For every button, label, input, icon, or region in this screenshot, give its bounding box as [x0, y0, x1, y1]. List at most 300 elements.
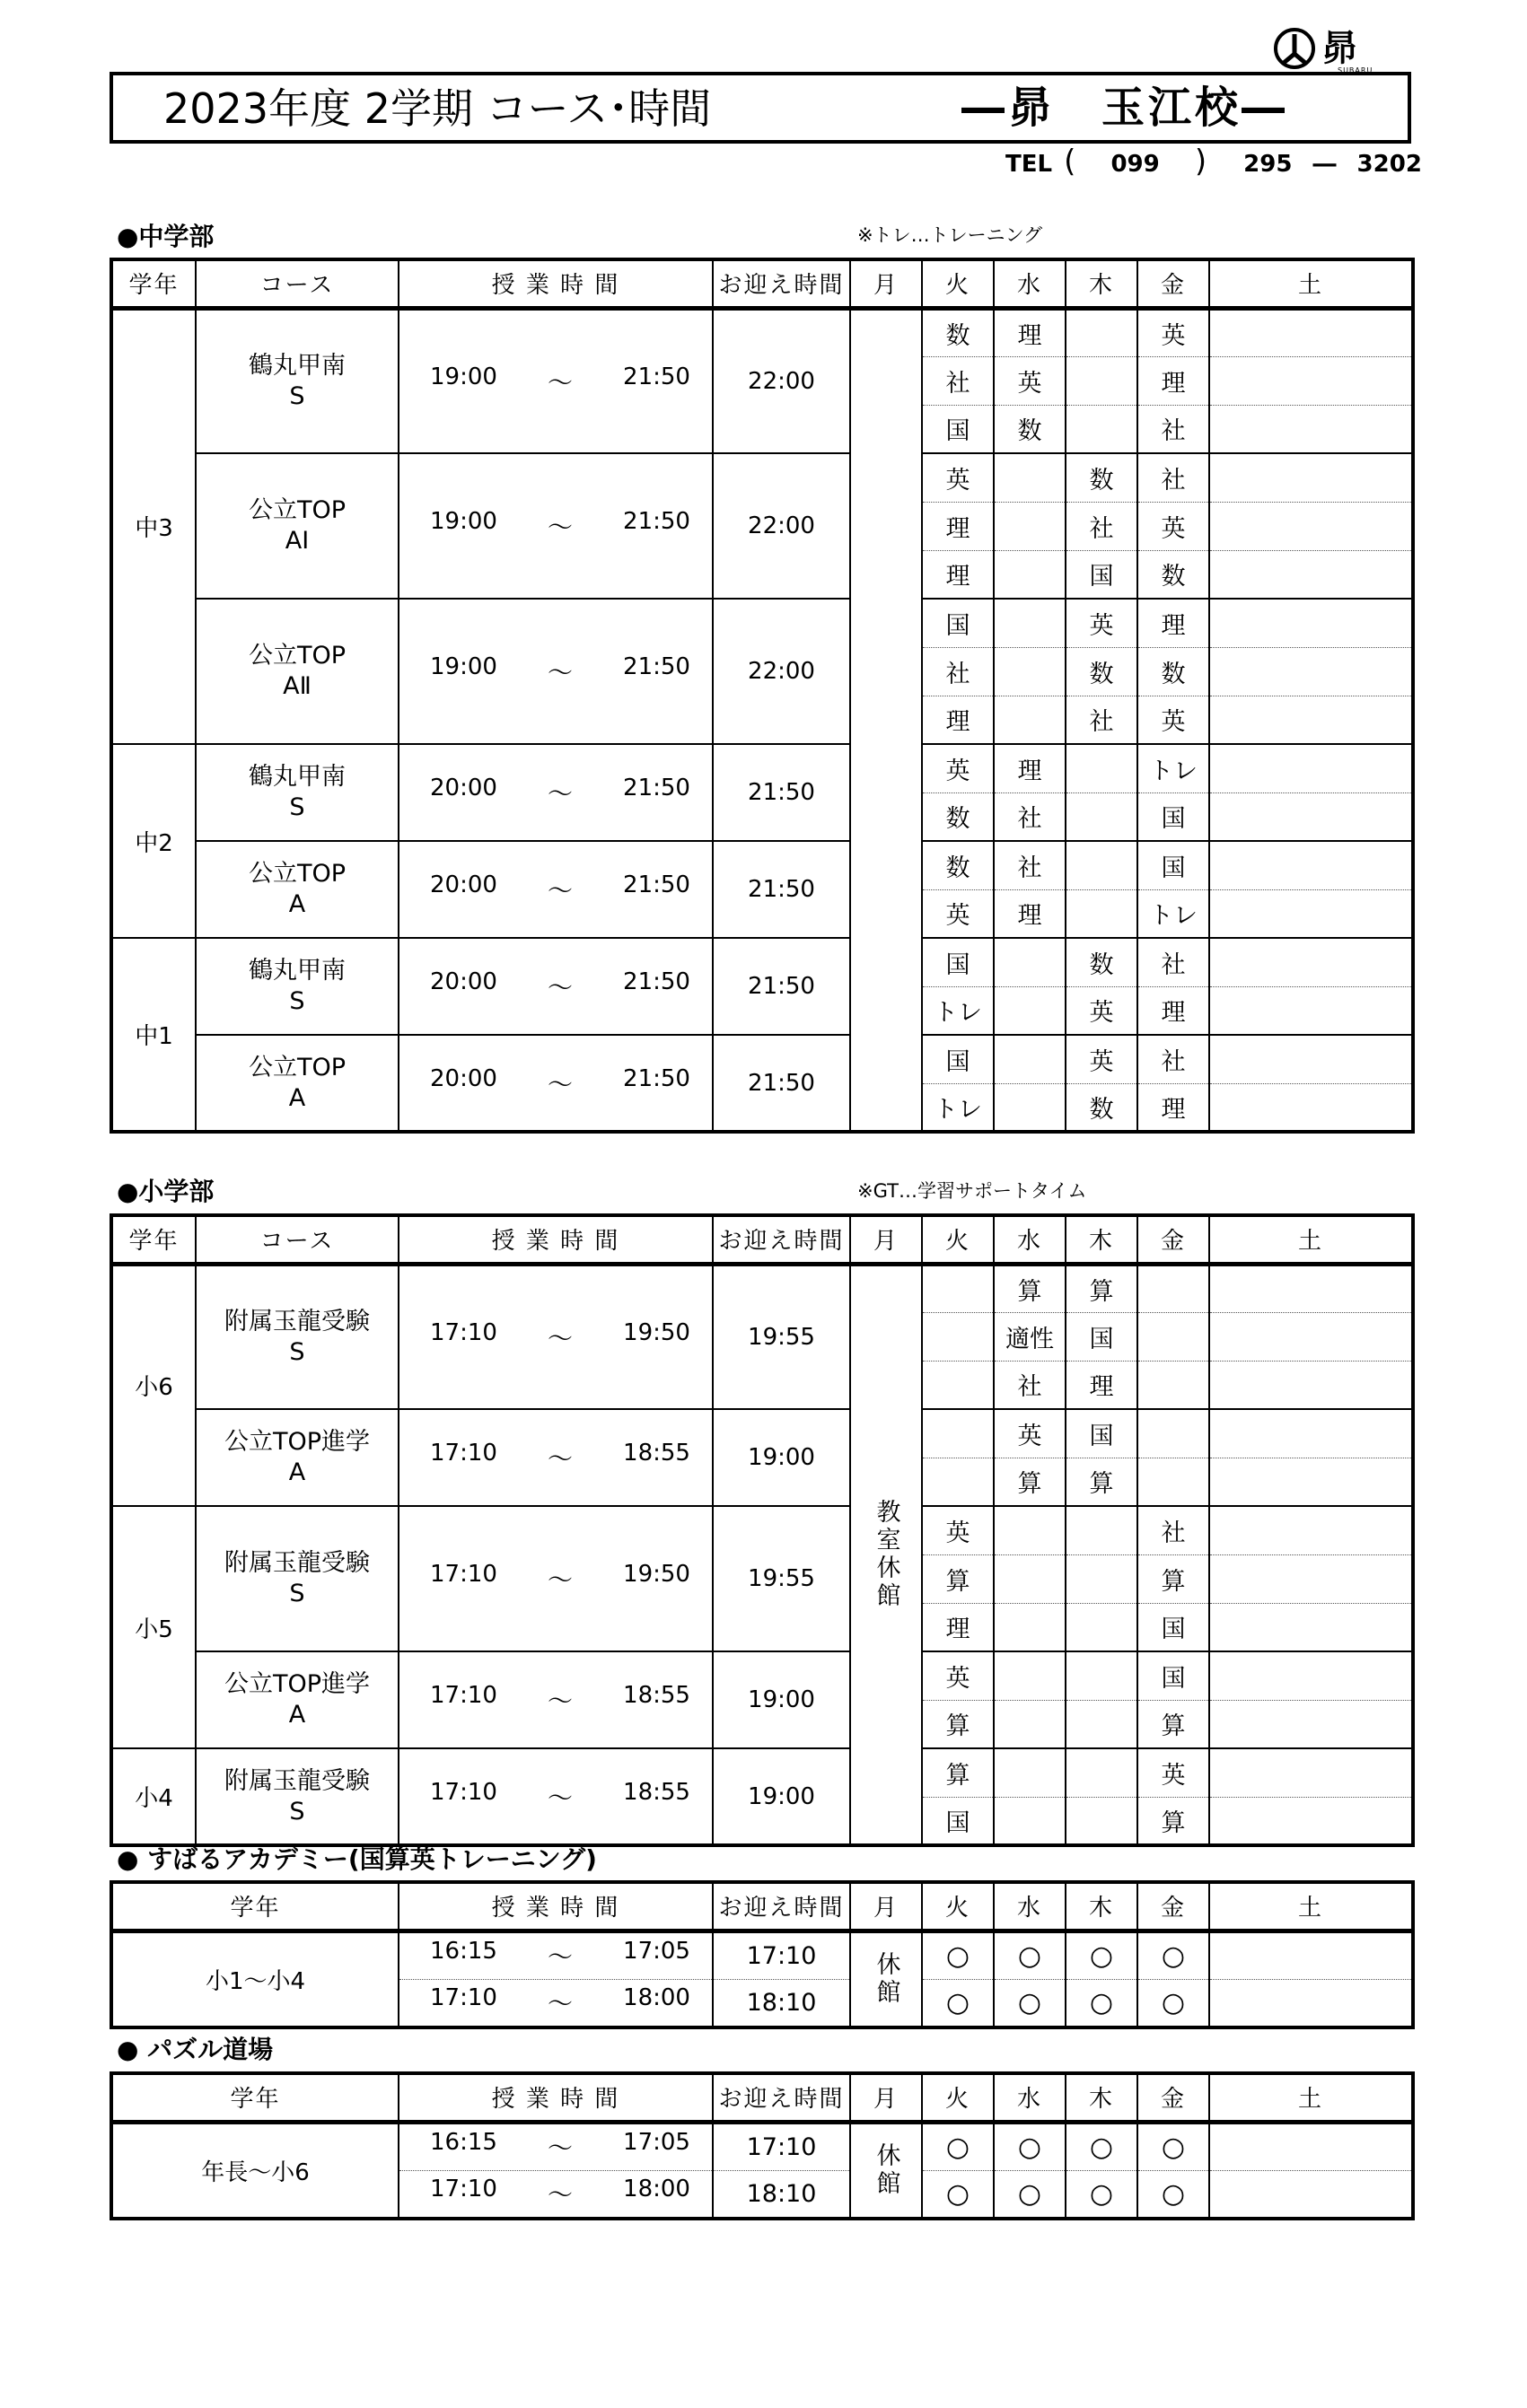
column-header-wed: 水 — [994, 1882, 1066, 1931]
table-row — [111, 1748, 1413, 1797]
start-time: 17:10 — [430, 1682, 497, 1709]
tel-label: TEL — [1005, 151, 1053, 178]
end-time: 17:05 — [623, 2129, 690, 2156]
table-row — [111, 453, 1413, 502]
class-time — [399, 1931, 713, 1979]
start-time: 20:00 — [430, 1064, 497, 1092]
course-cell — [196, 744, 399, 841]
circle-icon: ○ — [1017, 2177, 1042, 2210]
tel-end: 3202 — [1356, 151, 1422, 178]
class-mark-cell — [922, 2122, 994, 2170]
saturday-cell — [1209, 405, 1413, 453]
start-time: 17:10 — [430, 1984, 497, 2012]
subject-cell: 英 — [1137, 308, 1209, 356]
subject-cell: 英 — [922, 744, 994, 792]
tilde-mark: ～ — [547, 2180, 573, 2211]
course-cell — [196, 599, 399, 744]
saturday-cell — [1209, 938, 1413, 986]
tel-dash: ― — [1312, 151, 1337, 178]
tilde-mark: ～ — [547, 2133, 573, 2163]
course-name: 公立TOP AⅡ — [248, 642, 347, 700]
saturday-cell — [1209, 1035, 1413, 1083]
saturday-cell — [1209, 841, 1413, 889]
monday-cell — [850, 308, 922, 1132]
saturday-cell — [1209, 1458, 1413, 1506]
saturday-cell — [1209, 550, 1413, 599]
column-header-fri: 金 — [1137, 259, 1209, 308]
class-mark-cell — [1137, 2122, 1209, 2170]
pickup-time: 21:50 — [713, 1035, 850, 1132]
academy-table — [110, 1880, 1415, 2029]
subject-cell: 英 — [922, 453, 994, 502]
subject-cell: 理 — [1066, 1361, 1137, 1409]
subject-cell — [994, 938, 1066, 986]
end-time: 21:50 — [623, 871, 690, 898]
column-header-sat: 土 — [1209, 2073, 1413, 2122]
pickup-time: 21:50 — [713, 841, 850, 938]
subject-cell — [1137, 1458, 1209, 1506]
monday-cell — [850, 1264, 922, 1845]
subject-cell: 英 — [922, 1506, 994, 1554]
end-time: 19:50 — [623, 1318, 690, 1346]
subject-cell: 社 — [922, 356, 994, 405]
subject-cell — [922, 1312, 994, 1361]
subject-cell: 理 — [994, 308, 1066, 356]
subject-cell — [1066, 1554, 1137, 1603]
grade-cell: 小4 — [111, 1748, 196, 1845]
start-time: 17:10 — [430, 1318, 497, 1346]
saturday-cell — [1209, 1264, 1413, 1312]
table-row — [111, 1035, 1413, 1083]
monday-cell — [850, 2122, 922, 2219]
pickup-time: 22:00 — [713, 308, 850, 453]
tilde-mark: ～ — [547, 779, 573, 809]
saturday-cell — [1209, 1700, 1413, 1748]
subject-cell: 理 — [1137, 986, 1209, 1035]
circle-icon: ○ — [945, 2177, 970, 2210]
pickup-time: 18:10 — [713, 1979, 850, 2027]
column-header-grade: 学年 — [111, 2073, 399, 2122]
subject-cell — [994, 453, 1066, 502]
class-time — [399, 1264, 713, 1409]
course-cell — [196, 938, 399, 1035]
saturday-cell — [1209, 1651, 1413, 1700]
class-mark-cell — [922, 1979, 994, 2027]
column-header-time: 授 業 時 間 — [399, 1215, 713, 1264]
class-mark-cell — [1066, 1931, 1137, 1979]
subject-cell — [1137, 1409, 1209, 1458]
subject-cell: 英 — [994, 1409, 1066, 1458]
class-time — [399, 2170, 713, 2219]
subject-cell — [1066, 405, 1137, 453]
middle-school-table — [110, 258, 1415, 1134]
pickup-time: 22:00 — [713, 453, 850, 599]
academy-section-title: ● すばるアカデミー(国算英トレーニング) — [117, 1844, 597, 1874]
class-time — [399, 1748, 713, 1845]
saturday-cell — [1209, 2170, 1413, 2219]
tilde-mark: ～ — [547, 658, 573, 687]
subject-cell — [994, 696, 1066, 744]
subject-cell: トレ — [922, 986, 994, 1035]
column-header-grade: 学年 — [111, 1882, 399, 1931]
subject-cell — [1066, 356, 1137, 405]
circle-icon: ○ — [1017, 1986, 1042, 2018]
table-row — [111, 599, 1413, 647]
column-header-mon: 月 — [850, 2073, 922, 2122]
class-time — [399, 1979, 713, 2027]
start-time: 17:10 — [430, 1561, 497, 1588]
subject-cell: 算 — [922, 1554, 994, 1603]
saturday-cell — [1209, 2122, 1413, 2170]
closed-label: 教室休館 — [872, 1499, 900, 1611]
subject-cell: 国 — [1066, 1312, 1137, 1361]
subject-cell — [1066, 1651, 1137, 1700]
subject-cell: 数 — [1066, 1083, 1137, 1132]
elementary-section-title: ●小学部 — [117, 1177, 215, 1206]
course-cell — [196, 1035, 399, 1132]
class-time — [399, 938, 713, 1035]
subject-cell — [1066, 744, 1137, 792]
saturday-cell — [1209, 1083, 1413, 1132]
subject-cell: 社 — [994, 1361, 1066, 1409]
column-header-fri: 金 — [1137, 1215, 1209, 1264]
subject-cell — [922, 1409, 994, 1458]
column-header-pickup: お迎え時間 — [713, 2073, 850, 2122]
subject-cell: 英 — [1137, 696, 1209, 744]
table-row — [111, 1506, 1413, 1554]
circle-icon: ○ — [1017, 2131, 1042, 2163]
subject-cell: 国 — [1137, 1603, 1209, 1651]
circle-icon: ○ — [1089, 2177, 1114, 2210]
subject-cell: 英 — [1066, 1035, 1137, 1083]
saturday-cell — [1209, 502, 1413, 550]
tilde-mark: ～ — [547, 1565, 573, 1595]
subject-cell — [1137, 1312, 1209, 1361]
subject-cell: 英 — [922, 889, 994, 938]
grade-cell: 小5 — [111, 1506, 196, 1748]
column-header-sat: 土 — [1209, 259, 1413, 308]
subject-cell: 英 — [1137, 1748, 1209, 1797]
class-time — [399, 1409, 713, 1506]
subject-cell — [994, 1554, 1066, 1603]
column-header-sat: 土 — [1209, 1882, 1413, 1931]
class-mark-cell — [922, 1931, 994, 1979]
subject-cell: 社 — [994, 792, 1066, 841]
subject-cell — [994, 599, 1066, 647]
saturday-cell — [1209, 1312, 1413, 1361]
subject-cell: 英 — [994, 356, 1066, 405]
pickup-time: 21:50 — [713, 938, 850, 1035]
subject-cell — [994, 1603, 1066, 1651]
course-cell — [196, 453, 399, 599]
saturday-cell — [1209, 1506, 1413, 1554]
end-time: 21:50 — [623, 508, 690, 535]
class-time — [399, 599, 713, 744]
pickup-time: 17:10 — [713, 2122, 850, 2170]
end-time: 21:50 — [623, 653, 690, 680]
subject-cell: 算 — [994, 1458, 1066, 1506]
grade-cell: 中2 — [111, 744, 196, 938]
class-time — [399, 308, 713, 453]
subject-cell: 数 — [1066, 938, 1137, 986]
column-header-mon: 月 — [850, 259, 922, 308]
subject-cell: 算 — [1137, 1554, 1209, 1603]
subject-cell: 英 — [1066, 986, 1137, 1035]
elementary-table — [110, 1213, 1415, 1847]
end-time: 18:55 — [623, 1440, 690, 1467]
logo-text: 昴 — [1321, 28, 1357, 69]
class-time — [399, 744, 713, 841]
subject-cell: 国 — [1137, 841, 1209, 889]
subject-cell — [994, 1506, 1066, 1554]
class-mark-cell — [994, 1979, 1066, 2027]
column-header-thu: 木 — [1066, 1882, 1137, 1931]
column-header-mon: 月 — [850, 1882, 922, 1931]
column-header-thu: 木 — [1066, 259, 1137, 308]
start-time: 20:00 — [430, 775, 497, 801]
subject-cell: 算 — [1066, 1264, 1137, 1312]
table-row — [111, 2122, 1413, 2170]
end-time: 18:55 — [623, 1682, 690, 1709]
subject-cell — [922, 1458, 994, 1506]
tilde-mark: ～ — [547, 876, 573, 906]
subject-cell: 国 — [922, 938, 994, 986]
subject-cell: 算 — [1137, 1700, 1209, 1748]
circle-icon: ○ — [1089, 1986, 1114, 2018]
subject-cell: 理 — [1137, 356, 1209, 405]
end-time: 18:55 — [623, 1778, 690, 1806]
subject-cell: 社 — [1137, 938, 1209, 986]
subject-cell: 理 — [1137, 599, 1209, 647]
subject-cell: 算 — [1137, 1797, 1209, 1845]
subject-cell: 国 — [1137, 1651, 1209, 1700]
middle-note: ※トレ…トレーニング — [857, 224, 1043, 246]
subject-cell: 社 — [1137, 405, 1209, 453]
course-name: 公立TOP A — [248, 860, 347, 918]
subject-cell: 数 — [994, 405, 1066, 453]
circle-icon: ○ — [1089, 1940, 1114, 1972]
circle-icon: ○ — [1161, 1986, 1186, 2018]
column-header-tue: 火 — [922, 2073, 994, 2122]
start-time: 17:10 — [430, 2176, 497, 2203]
subject-cell — [994, 1035, 1066, 1083]
course-name: 附属玉龍受験 S — [224, 1307, 370, 1366]
grade-cell: 年長～小6 — [111, 2122, 399, 2219]
end-time: 18:00 — [623, 1984, 690, 2012]
end-time: 21:50 — [623, 775, 690, 801]
column-header-wed: 水 — [994, 2073, 1066, 2122]
class-time — [399, 1506, 713, 1651]
tilde-mark: ～ — [547, 1686, 573, 1716]
column-header-sat: 土 — [1209, 1215, 1413, 1264]
column-header-time: 授 業 時 間 — [399, 259, 713, 308]
subject-cell: 算 — [994, 1264, 1066, 1312]
end-time: 19:50 — [623, 1561, 690, 1588]
circle-icon: ○ — [945, 1986, 970, 2018]
column-header-time: 授 業 時 間 — [399, 1882, 713, 1931]
subject-cell: 算 — [922, 1700, 994, 1748]
column-header-tue: 火 — [922, 259, 994, 308]
saturday-cell — [1209, 1931, 1413, 1979]
grade-cell: 小6 — [111, 1264, 196, 1506]
column-header-wed: 水 — [994, 1215, 1066, 1264]
circle-icon: ○ — [945, 2131, 970, 2163]
closed-label: 休館 — [872, 2142, 900, 2199]
saturday-cell — [1209, 647, 1413, 696]
course-cell — [196, 841, 399, 938]
subject-cell — [922, 1361, 994, 1409]
course-name: 附属玉龍受験 S — [224, 1766, 370, 1826]
subject-cell — [1066, 841, 1137, 889]
subject-cell: 数 — [1137, 647, 1209, 696]
start-time: 19:00 — [430, 653, 497, 680]
saturday-cell — [1209, 453, 1413, 502]
circle-icon: ○ — [1017, 1940, 1042, 1972]
subject-cell: トレ — [1137, 889, 1209, 938]
column-header-tue: 火 — [922, 1215, 994, 1264]
subject-cell: 算 — [922, 1748, 994, 1797]
subject-cell: トレ — [1137, 744, 1209, 792]
column-header-mon: 月 — [850, 1215, 922, 1264]
table-row — [111, 1264, 1413, 1312]
subject-cell: 数 — [922, 792, 994, 841]
saturday-cell — [1209, 1603, 1413, 1651]
subject-cell — [1137, 1264, 1209, 1312]
circle-icon: ○ — [1161, 2131, 1186, 2163]
class-mark-cell — [1137, 1979, 1209, 2027]
course-name: 公立TOP進学 A — [224, 1670, 371, 1729]
column-header-thu: 木 — [1066, 2073, 1137, 2122]
subject-cell: 社 — [1066, 502, 1137, 550]
subject-cell: 理 — [922, 1603, 994, 1651]
subject-cell — [1066, 1700, 1137, 1748]
table-row — [111, 1651, 1413, 1700]
subject-cell — [994, 1083, 1066, 1132]
tilde-mark: ～ — [547, 973, 573, 1003]
subject-cell: 国 — [922, 1035, 994, 1083]
table-row — [111, 1931, 1413, 1979]
tel-mid: 295 — [1243, 151, 1293, 178]
class-mark-cell — [1066, 1979, 1137, 2027]
subject-cell: 国 — [1137, 792, 1209, 841]
subject-cell: 社 — [1137, 453, 1209, 502]
course-name: 鶴丸甲南 S — [249, 763, 346, 821]
saturday-cell — [1209, 599, 1413, 647]
subject-cell — [994, 550, 1066, 599]
subject-cell: 数 — [1066, 453, 1137, 502]
course-name: 鶴丸甲南 S — [249, 351, 346, 410]
subject-cell: 理 — [922, 502, 994, 550]
circle-icon: ○ — [1161, 1940, 1186, 1972]
grade-cell: 小1～小4 — [111, 1931, 399, 2027]
course-cell — [196, 1651, 399, 1748]
end-time: 17:05 — [623, 1938, 690, 1965]
subject-cell — [994, 1700, 1066, 1748]
course-name: 鶴丸甲南 S — [249, 957, 346, 1015]
subject-cell — [1066, 889, 1137, 938]
table-row — [111, 308, 1413, 356]
column-header-fri: 金 — [1137, 1882, 1209, 1931]
table-row — [111, 1409, 1413, 1458]
course-name: 公立TOP AⅠ — [248, 496, 347, 555]
saturday-cell — [1209, 1554, 1413, 1603]
logo-subtext: SUBARU — [1338, 66, 1373, 74]
start-time: 16:15 — [430, 1938, 497, 1965]
tilde-mark: ～ — [547, 1989, 573, 2019]
subject-cell — [994, 986, 1066, 1035]
subject-cell: 国 — [1066, 550, 1137, 599]
puzzle-table — [110, 2071, 1415, 2220]
class-time — [399, 2122, 713, 2170]
course-name: 附属玉龍受験 S — [224, 1549, 370, 1607]
tilde-mark: ～ — [547, 1323, 573, 1353]
course-cell — [196, 1264, 399, 1409]
subject-cell — [994, 502, 1066, 550]
middle-section-title: ●中学部 — [117, 222, 215, 251]
saturday-cell — [1209, 889, 1413, 938]
course-name: 公立TOP A — [248, 1053, 347, 1112]
circle-icon: ○ — [1161, 2177, 1186, 2210]
subject-cell: 国 — [1066, 1409, 1137, 1458]
subject-cell — [1066, 1506, 1137, 1554]
pickup-time: 18:10 — [713, 2170, 850, 2219]
saturday-cell — [1209, 744, 1413, 792]
subject-cell: 社 — [994, 841, 1066, 889]
circle-icon: ○ — [1089, 2131, 1114, 2163]
saturday-cell — [1209, 1748, 1413, 1797]
class-time — [399, 841, 713, 938]
course-name: 公立TOP進学 A — [224, 1428, 371, 1486]
subject-cell: 理 — [1137, 1083, 1209, 1132]
subject-cell: トレ — [922, 1083, 994, 1132]
saturday-cell — [1209, 986, 1413, 1035]
saturday-cell — [1209, 356, 1413, 405]
logo — [1273, 27, 1417, 74]
subject-cell: 数 — [1066, 647, 1137, 696]
start-time: 20:00 — [430, 871, 497, 898]
subject-cell: 数 — [1137, 550, 1209, 599]
subject-cell — [1066, 1797, 1137, 1845]
column-header-course: コース — [196, 259, 399, 308]
logo-emblem-icon — [1273, 27, 1316, 70]
end-time: 18:00 — [623, 2176, 690, 2203]
tilde-mark: ～ — [547, 1444, 573, 1474]
table-row — [111, 938, 1413, 986]
start-time: 19:00 — [430, 508, 497, 535]
class-mark-cell — [1137, 2170, 1209, 2219]
subject-cell: 数 — [922, 841, 994, 889]
subject-cell — [994, 1651, 1066, 1700]
subject-cell: 理 — [922, 696, 994, 744]
tilde-mark: ～ — [547, 1069, 573, 1099]
pickup-time: 19:00 — [713, 1409, 850, 1506]
grade-cell: 中1 — [111, 938, 196, 1132]
column-header-thu: 木 — [1066, 1215, 1137, 1264]
start-time: 17:10 — [430, 1778, 497, 1806]
saturday-cell — [1209, 1409, 1413, 1458]
column-header-tue: 火 — [922, 1882, 994, 1931]
start-time: 16:15 — [430, 2129, 497, 2156]
pickup-time: 21:50 — [713, 744, 850, 841]
class-mark-cell — [922, 2170, 994, 2219]
page-title: 2023年度 2学期 コース･時間 — [163, 84, 712, 133]
column-header-grade: 学年 — [111, 1215, 196, 1264]
subject-cell — [994, 647, 1066, 696]
subject-cell — [1066, 1603, 1137, 1651]
saturday-cell — [1209, 308, 1413, 356]
subject-cell — [1066, 1748, 1137, 1797]
class-mark-cell — [994, 2122, 1066, 2170]
